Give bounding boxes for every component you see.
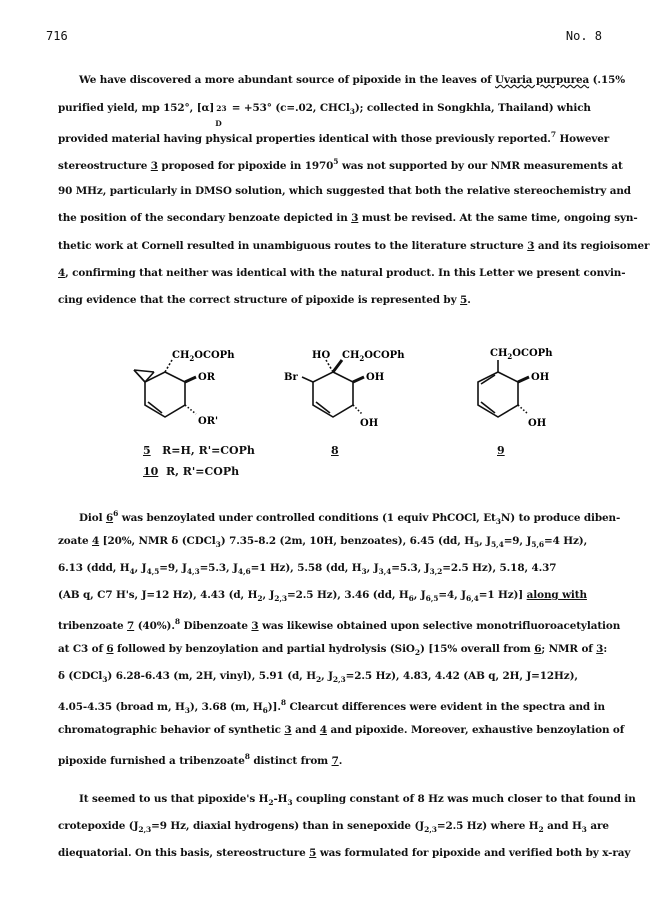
text-line: zoate 4 [20%, NMR δ (CDCl$_3$) 7.35-8.2 (2m, 10H, benzoates), 6.45 (dd, $H_5$, $J_{5,4}=9$, $J_{5,6}=4$ Hz),: [58, 535, 588, 549]
text-line: stereostructure 3 proposed for pipoxide in 1970$^5$ was not supported by our NMR measurements at: [58, 157, 623, 172]
text-line: It seemed to us that pipoxide's $H_2-H_3$ coupling constant of 8 Hz was much closer to that found in: [79, 793, 636, 807]
structure-8-diagram: [278, 342, 418, 437]
text-line: the position of the secondary benzoate depicted in 3 must be revised. At the same time, ongoing syn-: [58, 212, 638, 224]
structure-8-caption: 8: [331, 444, 339, 457]
structure-9-caption: 9: [497, 444, 505, 457]
text-line: pipoxide furnished a tribenzoate$^8$ distinct from 7.: [58, 752, 343, 767]
substituent-label: HO: [312, 350, 331, 361]
substituent-label: OH: [360, 418, 379, 429]
text-line: 4.05-4.35 (broad m, $H_3$), 3.68 (m, $H_6)].^8$ Clearcut differences were evident in the spectra and in: [58, 698, 605, 715]
text-line: (AB q, C7 H's, J=12 Hz), 4.43 (d, $H_2$, $J_{2,3}=2.5$ Hz), 3.46 (dd, $H_6$, $J_{6,5}=4$, $J_{6,4}=1$ Hz)] along with: [58, 589, 587, 603]
text-line: purified yield, mp 152°, [α] 23 D = +53° (c=.02, CHCl$_3$); collected in Songkhla, Thailand) which: [58, 102, 591, 128]
structure-10-caption: 10 R, R'=COPh: [143, 465, 240, 478]
text-line: chromatographic behavior of synthetic 3 and 4 and pipoxide. Moreover, exhaustive benzoylation of: [58, 724, 625, 736]
structure-5-diagram: [110, 342, 250, 437]
substituent-label: OR': [198, 416, 219, 427]
substituent-label: $CH_2OCOPh$: [172, 350, 235, 363]
text-line: tribenzoate 7 (40%).$^8$ Dibenzoate 3 was likewise obtained upon selective monotrifluoroacetylation: [58, 617, 621, 632]
substituent-label: OH: [366, 372, 385, 383]
journal-issue-number: No. 8: [565, 29, 602, 43]
text-line: 4, confirming that neither was identical with the natural product. In this Letter we present convin-: [58, 267, 626, 279]
structure-9-diagram: [458, 342, 588, 437]
substituent-label: OH: [528, 418, 547, 429]
text-line: We have discovered a more abundant source of pipoxide in the leaves of Uvaria purpurea (.15%: [79, 74, 625, 86]
text-line: δ (CDCl$_3$) 6.28-6.43 (m, 2H, vinyl), 5.91 (d, $H_2$, $J_{2,3}=2.5$ Hz), 4.83, 4.42 (AB q, 2H, J=12Hz),: [58, 670, 578, 684]
substituent-label: OH: [531, 372, 550, 383]
text-line: 90 MHz, particularly in DMSO solution, which suggested that both the relative stereochemistry and: [58, 185, 631, 197]
substituent-label: $CH_2OCOPh$: [342, 350, 405, 363]
page-number: 716: [46, 29, 68, 43]
substituent-label: OR: [198, 372, 216, 383]
text-line: at C3 of 6 followed by benzoylation and partial hydrolysis (SiO$_2$) [15% overall from 6; NMR of 3:: [58, 643, 608, 657]
text-line: 6.13 (ddd, $H_4$, $J_{4,5}=9$, $J_{4,3}=5.3$, $J_{4,6}=1$ Hz), 5.58 (dd, $H_3$, $J_{3,4}=5.3$, $J_{3,2}=2.5$ Hz), 5.18, 4.37: [58, 562, 557, 576]
text-line: provided material having physical properties identical with those previously reported.$^7$ However: [58, 130, 610, 145]
text-line: diequatorial. On this basis, stereostructure 5 was formulated for pipoxide and verified both by x-ray: [58, 847, 631, 859]
ring-bond: [145, 372, 185, 417]
text-line: thetic work at Cornell resulted in unambiguous routes to the literature structure 3 and its regioisomer: [58, 240, 650, 252]
text-line: crotepoxide ($J_{2,3}=9$ Hz, diaxial hydrogens) than in senepoxide ($J_{2,3}=2.5$ Hz) where $H_2$ and $H_3$ are: [58, 820, 609, 834]
substituent-label: $CH_2OCOPh$: [490, 348, 553, 361]
substituent-label: Br: [284, 372, 298, 383]
text-line: Diol $6^6$ was benzoylated under controlled conditions (1 equiv PhCOCl, $Et_3N$) to produce diben-: [79, 509, 621, 526]
structure-5-caption: 5 R=H, R'=COPh: [143, 444, 255, 457]
text-line: cing evidence that the correct structure of pipoxide is represented by 5.: [58, 294, 471, 306]
